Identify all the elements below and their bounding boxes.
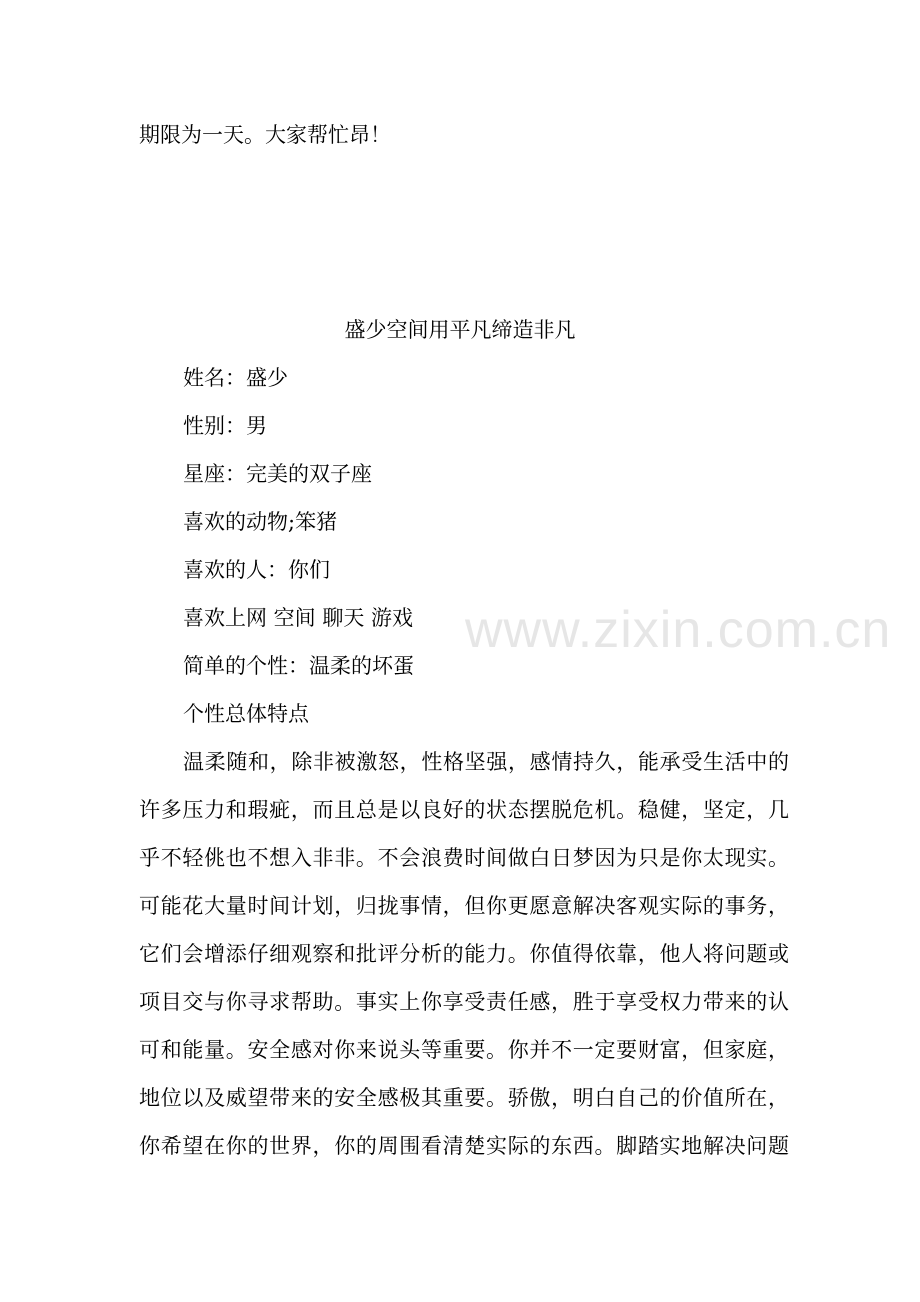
field-gender: 性别：男	[183, 414, 267, 438]
field-favorite-animal: 喜欢的动物;笨猪	[183, 510, 338, 534]
body-line: 你希望在你的世界，你的周围看清楚实际的东西。脚踏实地解决问题	[139, 1134, 789, 1158]
field-favorite-people: 喜欢的人：你们	[183, 558, 330, 582]
body-line: 温柔随和，除非被激怒，性格坚强，感情持久，能承受生活中的	[183, 750, 789, 774]
document-title: 盛少空间用平凡缔造非凡	[344, 318, 576, 342]
watermark: www.zixin.com.cn	[465, 601, 892, 659]
body-line: 可和能量。安全感对你来说头等重要。你并不一定要财富，但家庭，	[139, 1038, 789, 1062]
body-line: 可能花大量时间计划，归拢事情，但你更愿意解决客观实际的事务，	[139, 894, 789, 918]
section-heading: 个性总体特点	[183, 702, 309, 726]
body-line: 地位以及威望带来的安全感极其重要。骄傲，明白自己的价值所在，	[139, 1086, 789, 1110]
body-line: 乎不轻佻也不想入非非。不会浪费时间做白日梦因为只是你太现实。	[139, 846, 789, 870]
field-name: 姓名：盛少	[183, 366, 288, 390]
top-line: 期限为一天。大家帮忙昂！	[139, 123, 391, 147]
field-zodiac: 星座：完美的双子座	[183, 462, 372, 486]
field-personality: 简单的个性：温柔的坏蛋	[183, 654, 414, 678]
body-line: 许多压力和瑕疵，而且总是以良好的状态摆脱危机。稳健，坚定，几	[139, 798, 789, 822]
field-hobbies: 喜欢上网 空间 聊天 游戏	[183, 606, 414, 630]
body-line: 它们会增添仔细观察和批评分析的能力。你值得依靠，他人将问题或	[139, 942, 789, 966]
body-line: 项目交与你寻求帮助。事实上你享受责任感，胜于享受权力带来的认	[139, 990, 789, 1014]
